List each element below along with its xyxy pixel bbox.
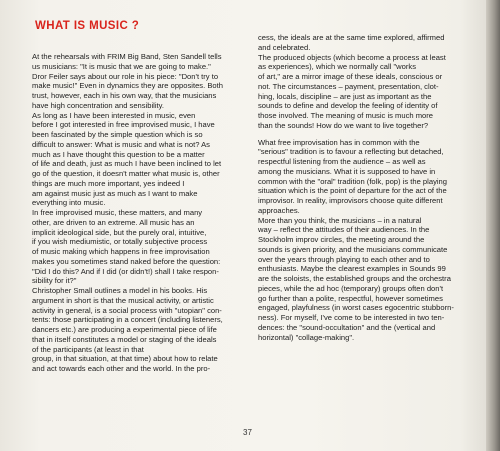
paragraph-gap	[258, 131, 473, 138]
text-line: of music making which happens in free improvisation	[32, 247, 210, 256]
text-line: enthusiasts. Maybe the clearest examples in Sounds 99	[258, 264, 446, 274]
book-spine	[486, 0, 500, 451]
text-line: and celebrated.	[258, 42, 311, 52]
text-line: makes you sometimes stand naked before the question:	[32, 256, 221, 266]
text-line: engaged, playfulness (in worst cases egocentric stubborn-	[258, 303, 454, 313]
text-line: respectful listening from the audience – as well as	[258, 157, 426, 166]
text-line: go of the question, it doesn't matter what music is, other	[32, 169, 220, 178]
text-line: common with the "oral" tradition (folk, pop) is the playing	[258, 176, 447, 186]
page-number: 37	[243, 428, 252, 437]
text-line: "serious" tradition is to favour a reflecting but detached,	[258, 147, 444, 157]
text-line: everything into music.	[32, 198, 106, 208]
text-line: other, are driven to an extreme. All music has an	[32, 217, 195, 227]
text-line: At the rehearsals with FRIM Big Band, Sten Sandell tells	[32, 52, 222, 61]
text-line: of the participants (at least in that	[32, 344, 144, 354]
text-line: way – reflect the attitudes of their audiences. In the	[258, 225, 430, 235]
text-line: horizontal) "collage-making".	[258, 332, 355, 342]
text-line: that in itself constitutes a model or staging of the ideals	[32, 334, 217, 344]
text-line: approaches.	[258, 205, 300, 215]
text-line: make music!" Even in dynamics they are opposites. Both	[32, 81, 223, 91]
text-line: have high concentration and sensibility.	[32, 100, 164, 110]
text-line: things are much more important, yes indeed I	[32, 178, 185, 188]
text-line: sibility for it?"	[32, 276, 77, 286]
text-line: sounds to define and develop the feeling of identity of	[258, 101, 438, 111]
text-line: not. The circumstances – payment, presentation, clot-	[258, 81, 439, 91]
text-line: group, in that situation, at that time) about how to relate	[32, 354, 218, 364]
text-line: argument in short is that the musical activity, or artistic	[32, 295, 214, 305]
text-line: go further than a polite, respectful, however sometimes	[258, 293, 443, 303]
text-line: situation which is the point of departure for the act of the	[258, 186, 447, 196]
text-line: us musicians: "It is music that we are going to make."	[32, 61, 211, 71]
text-line: The produced objects (which become a process at least	[258, 52, 446, 62]
text-line: trust, however, each in his own way, that the musicians	[32, 91, 217, 100]
text-line: as experiences), which we normally call "works	[258, 62, 417, 72]
text-line: of art," are a mirror image of these ideals, conscious or	[258, 72, 443, 81]
left-column	[32, 52, 250, 374]
text-line: those involved. The meaning of music is much more	[258, 111, 434, 120]
text-line: "Did I do this? And if I did (or didn't!) shall I take respon-	[32, 266, 219, 276]
text-line: been fascinated by the simple question which is so	[32, 130, 203, 139]
text-line: implicit ideological side, but the purely oral, intuitive,	[32, 227, 207, 237]
text-line: if you wish mediumistic, or totally subjective process	[32, 237, 208, 247]
text-line: dences: the "sound-occultation" and the (vertical and	[258, 322, 436, 332]
text-line: much as I have thought this question to be a matter	[32, 149, 205, 159]
text-line: More than you think, the musicians – in a natural	[258, 215, 422, 225]
text-line: Dror Feiler says about our role in his piece: "Don't try to	[32, 71, 219, 81]
text-line: tents: those participating in a concert (including listeners,	[32, 315, 223, 325]
text-line: In free improvised music, these matters, and many	[32, 208, 203, 217]
text-line: of life and death, just as much I have been inclined to let	[32, 159, 222, 169]
text-line: than the sounds! How do we want to live together?	[258, 120, 429, 130]
text-line: hing, locals, discipline – are just as important as the	[258, 91, 432, 101]
text-line: difficult to answer: What is music and what is not? As	[32, 139, 210, 149]
text-line: are the soloists, the established groups and the orchestra	[258, 274, 451, 283]
text-line: As long as I have been interested in music, even	[32, 110, 196, 120]
text-line: cess, the ideals are at the same time explored, affirmed	[258, 33, 445, 42]
right-column	[258, 33, 473, 342]
text-line: and act towards each other and the world. In the pro-	[32, 364, 211, 373]
text-line: improvisor. In reality, improvisors choose quite different	[258, 196, 443, 205]
text-line: before I got interested in free improvised music, I have	[32, 120, 215, 130]
text-line: Christopher Small outlines a model in his books. His	[32, 286, 208, 295]
text-line: Stockholm improv circles, the meeting around the	[258, 235, 425, 244]
text-line: among the musicians. What it is supposed to have in	[258, 166, 436, 176]
page-title: WHAT IS MUSIC ?	[35, 20, 140, 32]
right-column-paragraph-1	[258, 33, 473, 131]
text-line: over the years through playing to each other and to	[258, 254, 430, 264]
text-line: am against music just as much as I want to make	[32, 188, 198, 198]
text-line: pieces, while the ad hoc (temporary) groups often don't	[258, 283, 444, 293]
text-line: ness). For myself, I've come to be interested in two ten-	[258, 313, 445, 322]
text-line: sounds is given priority, and the musicians communicate	[258, 244, 448, 254]
text-line: activity in general, is a social process with "utopian" con-	[32, 305, 222, 315]
right-column-paragraph-2	[258, 138, 473, 343]
text-line: dancers etc.) are producing a experimental piece of life	[32, 325, 217, 334]
text-line: What free improvisation has in common with the	[258, 137, 420, 147]
